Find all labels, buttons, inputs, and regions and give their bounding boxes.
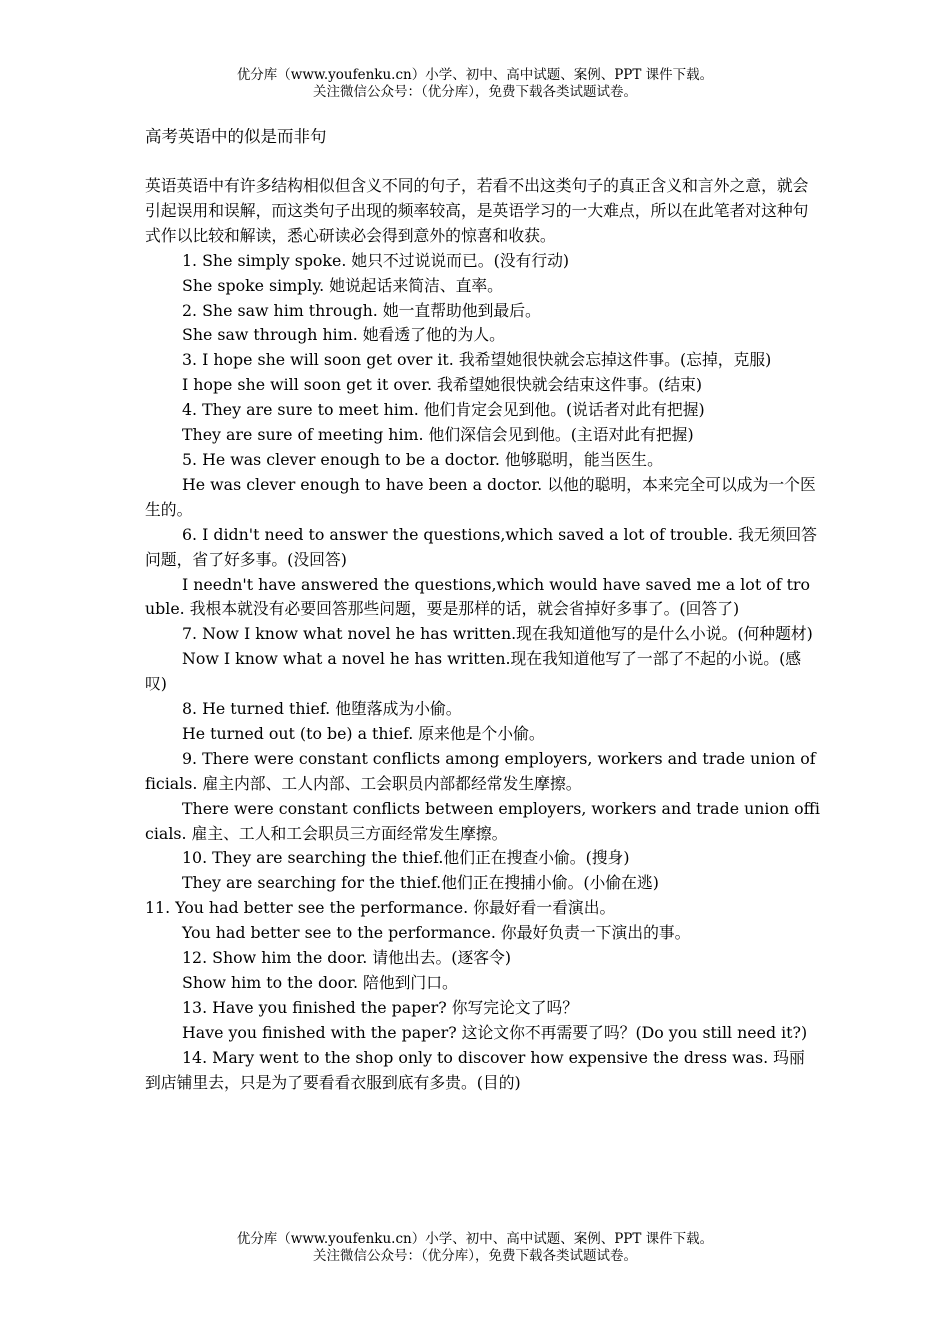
sentence-line: 10. They are searching the thief.他们正在搜查小偷。(搜身) xyxy=(182,848,630,868)
sentence-line: They are sure of meeting him. 他们深信会见到他。(主语对此有把握) xyxy=(182,425,694,445)
sentence-line: Have you finished with the paper? 这论文你不再需要了吗？(Do you still need it?) xyxy=(182,1022,808,1042)
footer-line-1: 优分库（www.youfenku.cn）小学、初中、高中试题、案例、PPT 课件下载。 xyxy=(236,1231,714,1247)
sentence-line: 3. I hope she will soon get over it. 我希望她很快就会忘掉这件事。(忘掉，克服) xyxy=(182,350,772,370)
footer-line-2: 关注微信公众号：（优分库），免费下载各类试题试卷。 xyxy=(313,1248,637,1264)
sentence-line: 12. Show him the door. 请他出去。(逐客令) xyxy=(182,948,512,968)
page-footer xyxy=(0,1231,950,1265)
sentence-line: 9. There were constant conflicts among employers, workers and trade union officials. 雇主内部、工人内部、工会职员内部都经常发生摩擦。 xyxy=(145,748,816,793)
sentence-line: I needn't have answered the questions,which would have saved me a lot of trouble. 我根本就没有必要回答那些问题，要是那样的话，就会省掉好多事了。(回答了) xyxy=(145,574,810,619)
sentence-line: 7. Now I know what novel he has written.现在我知道他写的是什么小说。(何种题材) xyxy=(182,624,813,644)
header-line-2: 关注微信公众号：（优分库），免费下载各类试题试卷。 xyxy=(313,84,637,100)
sentence-line: 6. I didn't need to answer the questions,which saved a lot of trouble. 我无须回答问题，省了好多事。(没回答) xyxy=(145,524,817,569)
sentence-line: They are searching for the thief.他们正在搜捕小偷。(小偷在逃) xyxy=(182,873,659,893)
sentence-line: She saw through him. 她看透了他的为人。 xyxy=(182,325,505,345)
sentence-line: There were constant conflicts between employers, workers and trade union officials. 雇主、工人和工会职员三方面经常发生摩擦。 xyxy=(145,798,820,843)
sentence-line: She spoke simply. 她说起话来简洁、直率。 xyxy=(182,275,503,295)
sentence-line: I hope she will soon get it over. 我希望她很快就会结束这件事。(结束) xyxy=(182,375,703,395)
sentence-line: He was clever enough to have been a doctor. 以他的聪明，本来完全可以成为一个医生的。 xyxy=(145,474,816,519)
sentence-line: Show him to the door. 陪他到门口。 xyxy=(182,973,458,992)
page-header xyxy=(0,67,950,101)
sentence-line: You had better see to the performance. 你最好负责一下演出的事。 xyxy=(182,923,691,943)
sentence-line: He turned out (to be) a thief. 原来他是个小偷。 xyxy=(182,723,545,743)
header-line-1: 优分库（www.youfenku.cn）小学、初中、高中试题、案例、PPT 课件下载。 xyxy=(236,67,714,83)
sentence-line: 5. He was clever enough to be a doctor. 他够聪明，能当医生。 xyxy=(182,449,663,469)
sentence-line: 13. Have you finished the paper? 你写完论文了吗？ xyxy=(182,997,579,1017)
sentence-line: Now I know what a novel he has written.现在我知道他写了一部了不起的小说。(感叹) xyxy=(145,649,802,694)
sentence-line: 1. She simply spoke. 她只不过说说而已。(没有行动) xyxy=(182,250,570,270)
sentence-line: 2. She saw him through. 她一直帮助他到最后。 xyxy=(182,300,541,320)
document-body xyxy=(145,174,820,1096)
intro-paragraph: 英语英语中有许多结构相似但含义不同的句子，若看不出这类句子的真正含义和言外之意，就会引起误用和误解，而这类句子出现的频率较高，是英语学习的一大难点，所以在此笔者对这种句式作以比较和解读，悉心研读必会得到意外的惊喜和收获。 xyxy=(145,176,809,245)
sentence-line: 4. They are sure to meet him. 他们肯定会见到他。(说话者对此有把握) xyxy=(182,400,705,420)
sentence-line: 14. Mary went to the shop only to discover how expensive the dress was. 玛丽到店铺里去，只是为了要看看衣服到底有多贵。(目的) xyxy=(145,1047,805,1092)
sentence-line: 11. You had better see the performance. 你最好看一看演出。 xyxy=(145,898,616,918)
document-title: 高考英语中的似是而非句 xyxy=(145,127,327,146)
sentence-line: 8. He turned thief. 他堕落成为小偷。 xyxy=(182,699,462,719)
